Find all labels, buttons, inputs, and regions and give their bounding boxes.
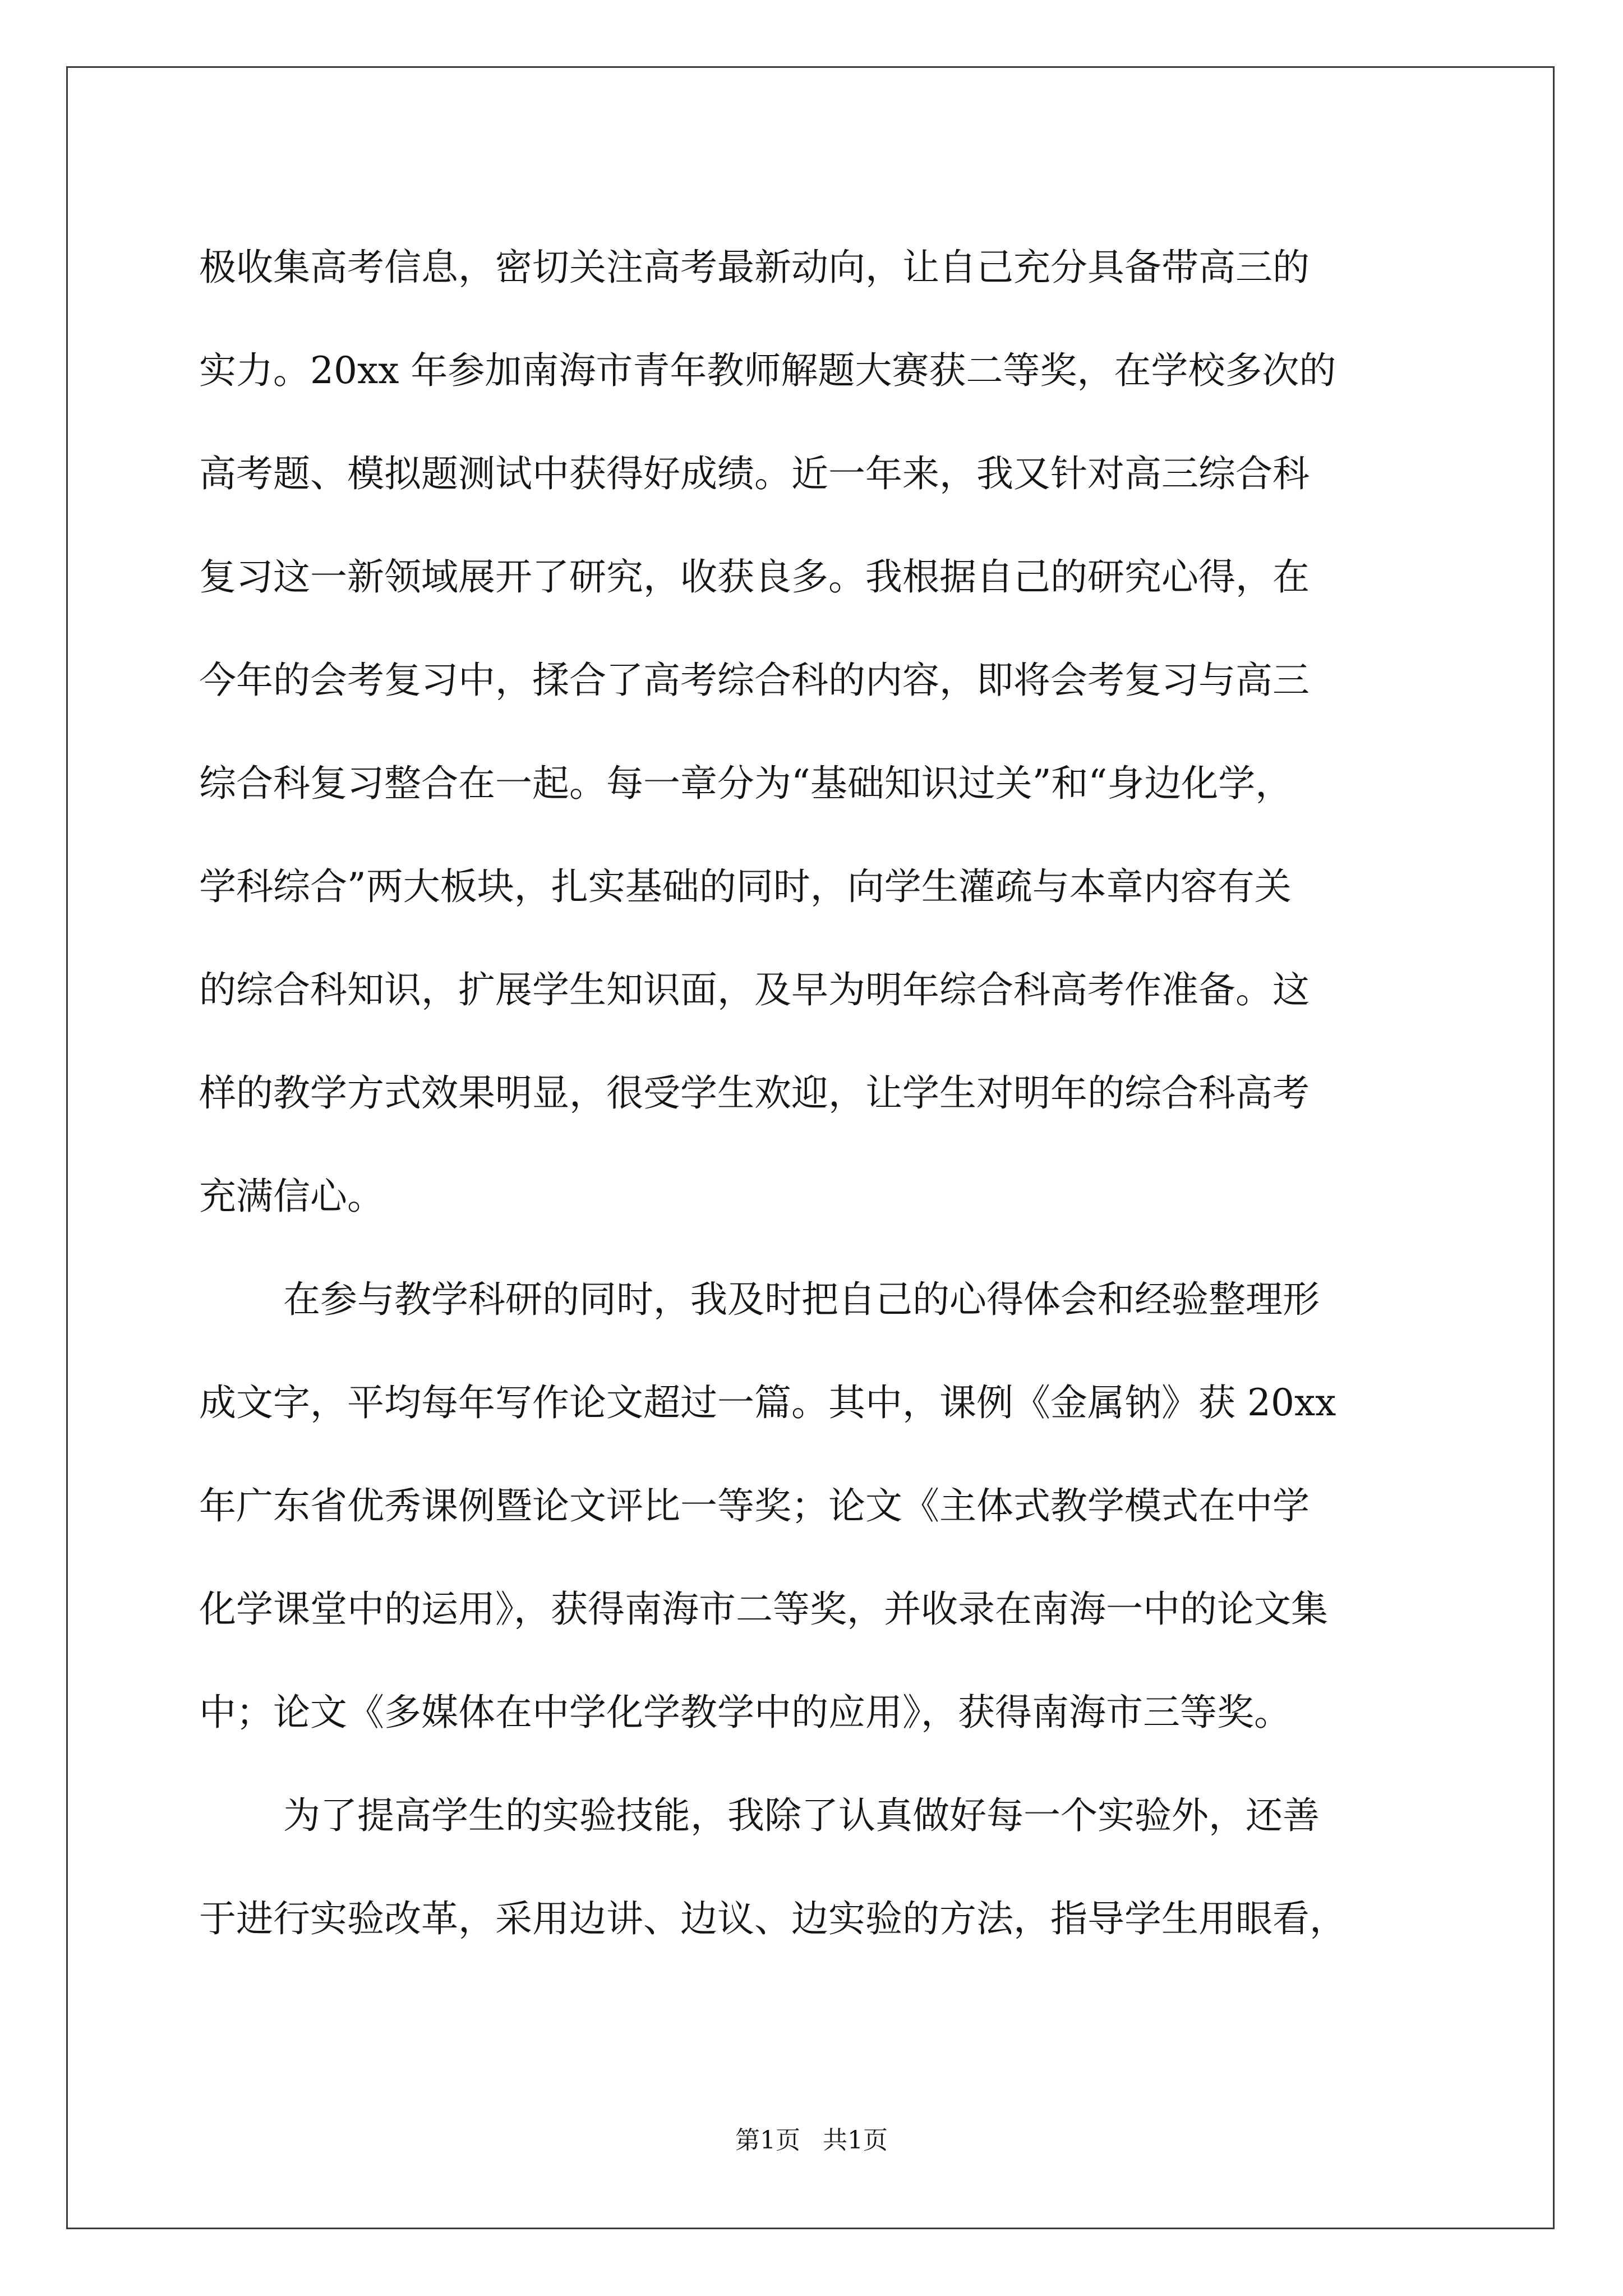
page-number: 第1页 <box>735 2126 800 2155</box>
text-line: 于进行实验改革，采用边讲、边议、边实验的方法，指导学生用眼看， <box>199 1897 1347 1940</box>
text-line: 年广东省优秀课例暨论文评比一等奖；论文《主体式教学模式在中学 <box>199 1484 1310 1527</box>
text-line: 化学课堂中的运用》，获得南海市二等奖，并收录在南海一中的论文集 <box>199 1588 1328 1631</box>
text-line: 成文字，平均每年写作论文超过一篇。其中，课例《金属钠》获 20xx <box>199 1381 1336 1424</box>
page-total: 共1页 <box>823 2126 888 2155</box>
text-line: 实力。20xx 年参加南海市青年教师解题大赛获二等奖，在学校多次的 <box>199 349 1336 392</box>
document-body <box>199 216 1422 1971</box>
text-line: 的综合科知识，扩展学生知识面，及早为明年综合科高考作准备。这 <box>199 968 1310 1011</box>
page-footer <box>0 2124 1623 2157</box>
text-line: 综合科复习整合在一起。每一章分为“基础知识过关”和“身边化学， <box>199 762 1293 805</box>
text-line: 在参与教学科研的同时，我及时把自己的心得体会和经验整理形 <box>283 1278 1320 1321</box>
text-line: 复习这一新领域展开了研究，收获良多。我根据自己的研究心得，在 <box>199 555 1310 599</box>
text-line: 充满信心。 <box>199 1175 384 1218</box>
text-line: 学科综合”两大板块，扎实基础的同时，向学生灌疏与本章内容有关 <box>199 865 1292 908</box>
text-line: 为了提高学生的实验技能，我除了认真做好每一个实验外，还善 <box>283 1794 1320 1837</box>
text-line: 高考题、模拟题测试中获得好成绩。近一年来，我又针对高三综合科 <box>199 452 1310 495</box>
text-line: 今年的会考复习中，揉合了高考综合科的内容，即将会考复习与高三 <box>199 659 1310 702</box>
text-line: 极收集高考信息，密切关注高考最新动向，让自己充分具备带高三的 <box>199 246 1310 289</box>
text-line: 样的教学方式效果明显，很受学生欢迎，让学生对明年的综合科高考 <box>199 1071 1310 1115</box>
text-line: 中；论文《多媒体在中学化学教学中的应用》，获得南海市三等奖。 <box>199 1691 1291 1734</box>
